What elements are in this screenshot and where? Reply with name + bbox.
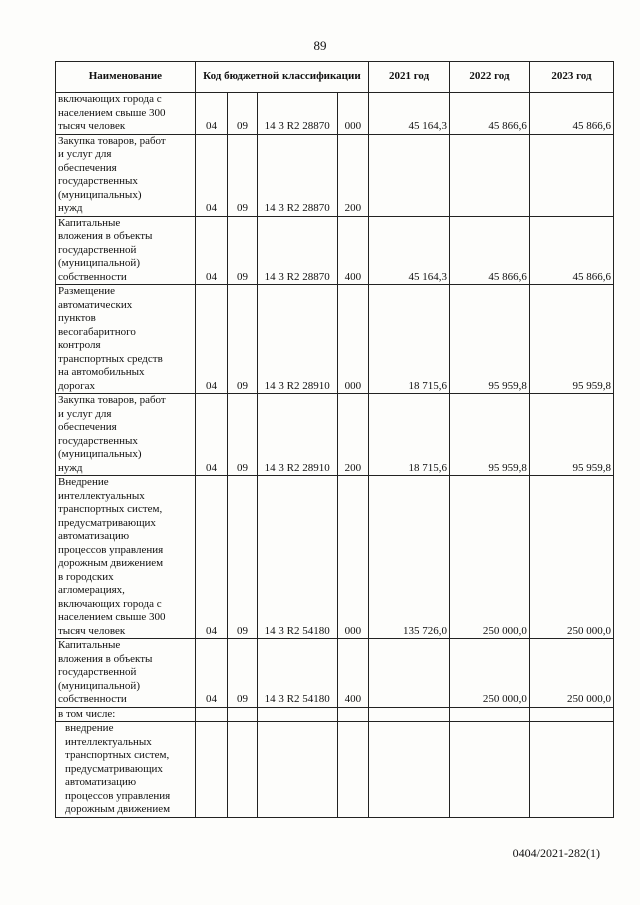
amount-2021-cell: 18 715,6	[369, 285, 450, 394]
header-2023: 2023 год	[529, 62, 613, 93]
table-row	[56, 639, 614, 708]
section-code-cell: 04	[195, 285, 228, 394]
target-article-cell: 14 3 R2 28870	[257, 216, 337, 285]
row-name-cell: внедрение интеллектуальных транспортных систем, предусматривающих автоматизацию процессов управления дорожным движением	[56, 722, 196, 818]
document-code: 0404/2021-282(1)	[512, 846, 600, 860]
table-row	[56, 93, 614, 135]
row-name-cell: Закупка товаров, работ и услуг для обеспечения государственных (муниципальных) нужд	[56, 394, 196, 476]
amount-2022-cell: 45 866,6	[450, 93, 530, 135]
amount-2023-cell: 250 000,0	[529, 639, 613, 708]
row-name-cell: в том числе:	[56, 707, 196, 722]
amount-2022-cell: 45 866,6	[450, 216, 530, 285]
row-name-cell: Размещение автоматических пунктов весогабаритного контроля транспортных средств на автомобильных дорогах	[56, 285, 196, 394]
subsection-code-cell: 09	[228, 93, 257, 135]
table-row	[56, 722, 614, 818]
table-header-row	[56, 62, 614, 93]
row-name-cell: включающих города с населением свыше 300 тысяч человек	[56, 93, 196, 135]
amount-2021-cell	[369, 639, 450, 708]
amount-2022-cell	[450, 134, 530, 216]
expense-type-cell: 000	[337, 285, 369, 394]
amount-2023-cell	[529, 134, 613, 216]
expense-type-cell: 000	[337, 93, 369, 135]
subsection-code-cell	[228, 722, 257, 818]
amount-2023-cell: 95 959,8	[529, 285, 613, 394]
subsection-code-cell: 09	[228, 216, 257, 285]
section-code-cell: 04	[195, 476, 228, 639]
target-article-cell: 14 3 R2 28910	[257, 394, 337, 476]
amount-2022-cell: 250 000,0	[450, 639, 530, 708]
target-article-cell: 14 3 R2 54180	[257, 639, 337, 708]
section-code-cell: 04	[195, 394, 228, 476]
section-code-cell: 04	[195, 134, 228, 216]
header-budget-code: Код бюджетной классификации	[195, 62, 368, 93]
subsection-code-cell: 09	[228, 639, 257, 708]
table-row	[56, 394, 614, 476]
subsection-code-cell: 09	[228, 285, 257, 394]
amount-2023-cell: 45 866,6	[529, 216, 613, 285]
table-row	[56, 216, 614, 285]
expense-type-cell: 200	[337, 394, 369, 476]
subsection-code-cell: 09	[228, 394, 257, 476]
row-name-cell: Закупка товаров, работ и услуг для обеспечения государственных (муниципальных) нужд	[56, 134, 196, 216]
row-name-cell: Внедрение интеллектуальных транспортных систем, предусматривающих автоматизацию процессов управления дорожным движением в городских агломерациях, включающих города с населением свыше 300 тысяч человек	[56, 476, 196, 639]
table-row	[56, 707, 614, 722]
expense-type-cell	[337, 707, 369, 722]
target-article-cell	[257, 722, 337, 818]
table-body	[56, 93, 614, 818]
expense-type-cell: 400	[337, 639, 369, 708]
amount-2021-cell: 45 164,3	[369, 93, 450, 135]
expense-type-cell	[337, 722, 369, 818]
section-code-cell: 04	[195, 93, 228, 135]
subsection-code-cell: 09	[228, 476, 257, 639]
expense-type-cell: 000	[337, 476, 369, 639]
amount-2022-cell: 250 000,0	[450, 476, 530, 639]
amount-2022-cell	[450, 722, 530, 818]
amount-2021-cell	[369, 707, 450, 722]
section-code-cell: 04	[195, 216, 228, 285]
amount-2023-cell: 45 866,6	[529, 93, 613, 135]
target-article-cell	[257, 707, 337, 722]
table-row	[56, 134, 614, 216]
expense-type-cell: 200	[337, 134, 369, 216]
amount-2021-cell: 45 164,3	[369, 216, 450, 285]
amount-2022-cell	[450, 707, 530, 722]
row-name-cell: Капитальные вложения в объекты государственной (муниципальной) собственности	[56, 216, 196, 285]
section-code-cell: 04	[195, 639, 228, 708]
header-2021: 2021 год	[369, 62, 450, 93]
target-article-cell: 14 3 R2 28870	[257, 93, 337, 135]
amount-2021-cell	[369, 722, 450, 818]
section-code-cell	[195, 707, 228, 722]
amount-2021-cell: 135 726,0	[369, 476, 450, 639]
expense-type-cell: 400	[337, 216, 369, 285]
header-name: Наименование	[56, 62, 196, 93]
header-2022: 2022 год	[450, 62, 530, 93]
section-code-cell	[195, 722, 228, 818]
target-article-cell: 14 3 R2 28870	[257, 134, 337, 216]
table-row	[56, 476, 614, 639]
target-article-cell: 14 3 R2 28910	[257, 285, 337, 394]
amount-2021-cell: 18 715,6	[369, 394, 450, 476]
amount-2023-cell: 95 959,8	[529, 394, 613, 476]
subsection-code-cell: 09	[228, 134, 257, 216]
amount-2023-cell	[529, 722, 613, 818]
table-row	[56, 285, 614, 394]
subsection-code-cell	[228, 707, 257, 722]
amount-2021-cell	[369, 134, 450, 216]
amount-2023-cell	[529, 707, 613, 722]
target-article-cell: 14 3 R2 54180	[257, 476, 337, 639]
amount-2022-cell: 95 959,8	[450, 394, 530, 476]
amount-2023-cell: 250 000,0	[529, 476, 613, 639]
row-name-cell: Капитальные вложения в объекты государственной (муниципальной) собственности	[56, 639, 196, 708]
page-number: 89	[313, 38, 327, 53]
amount-2022-cell: 95 959,8	[450, 285, 530, 394]
budget-table	[55, 61, 614, 818]
